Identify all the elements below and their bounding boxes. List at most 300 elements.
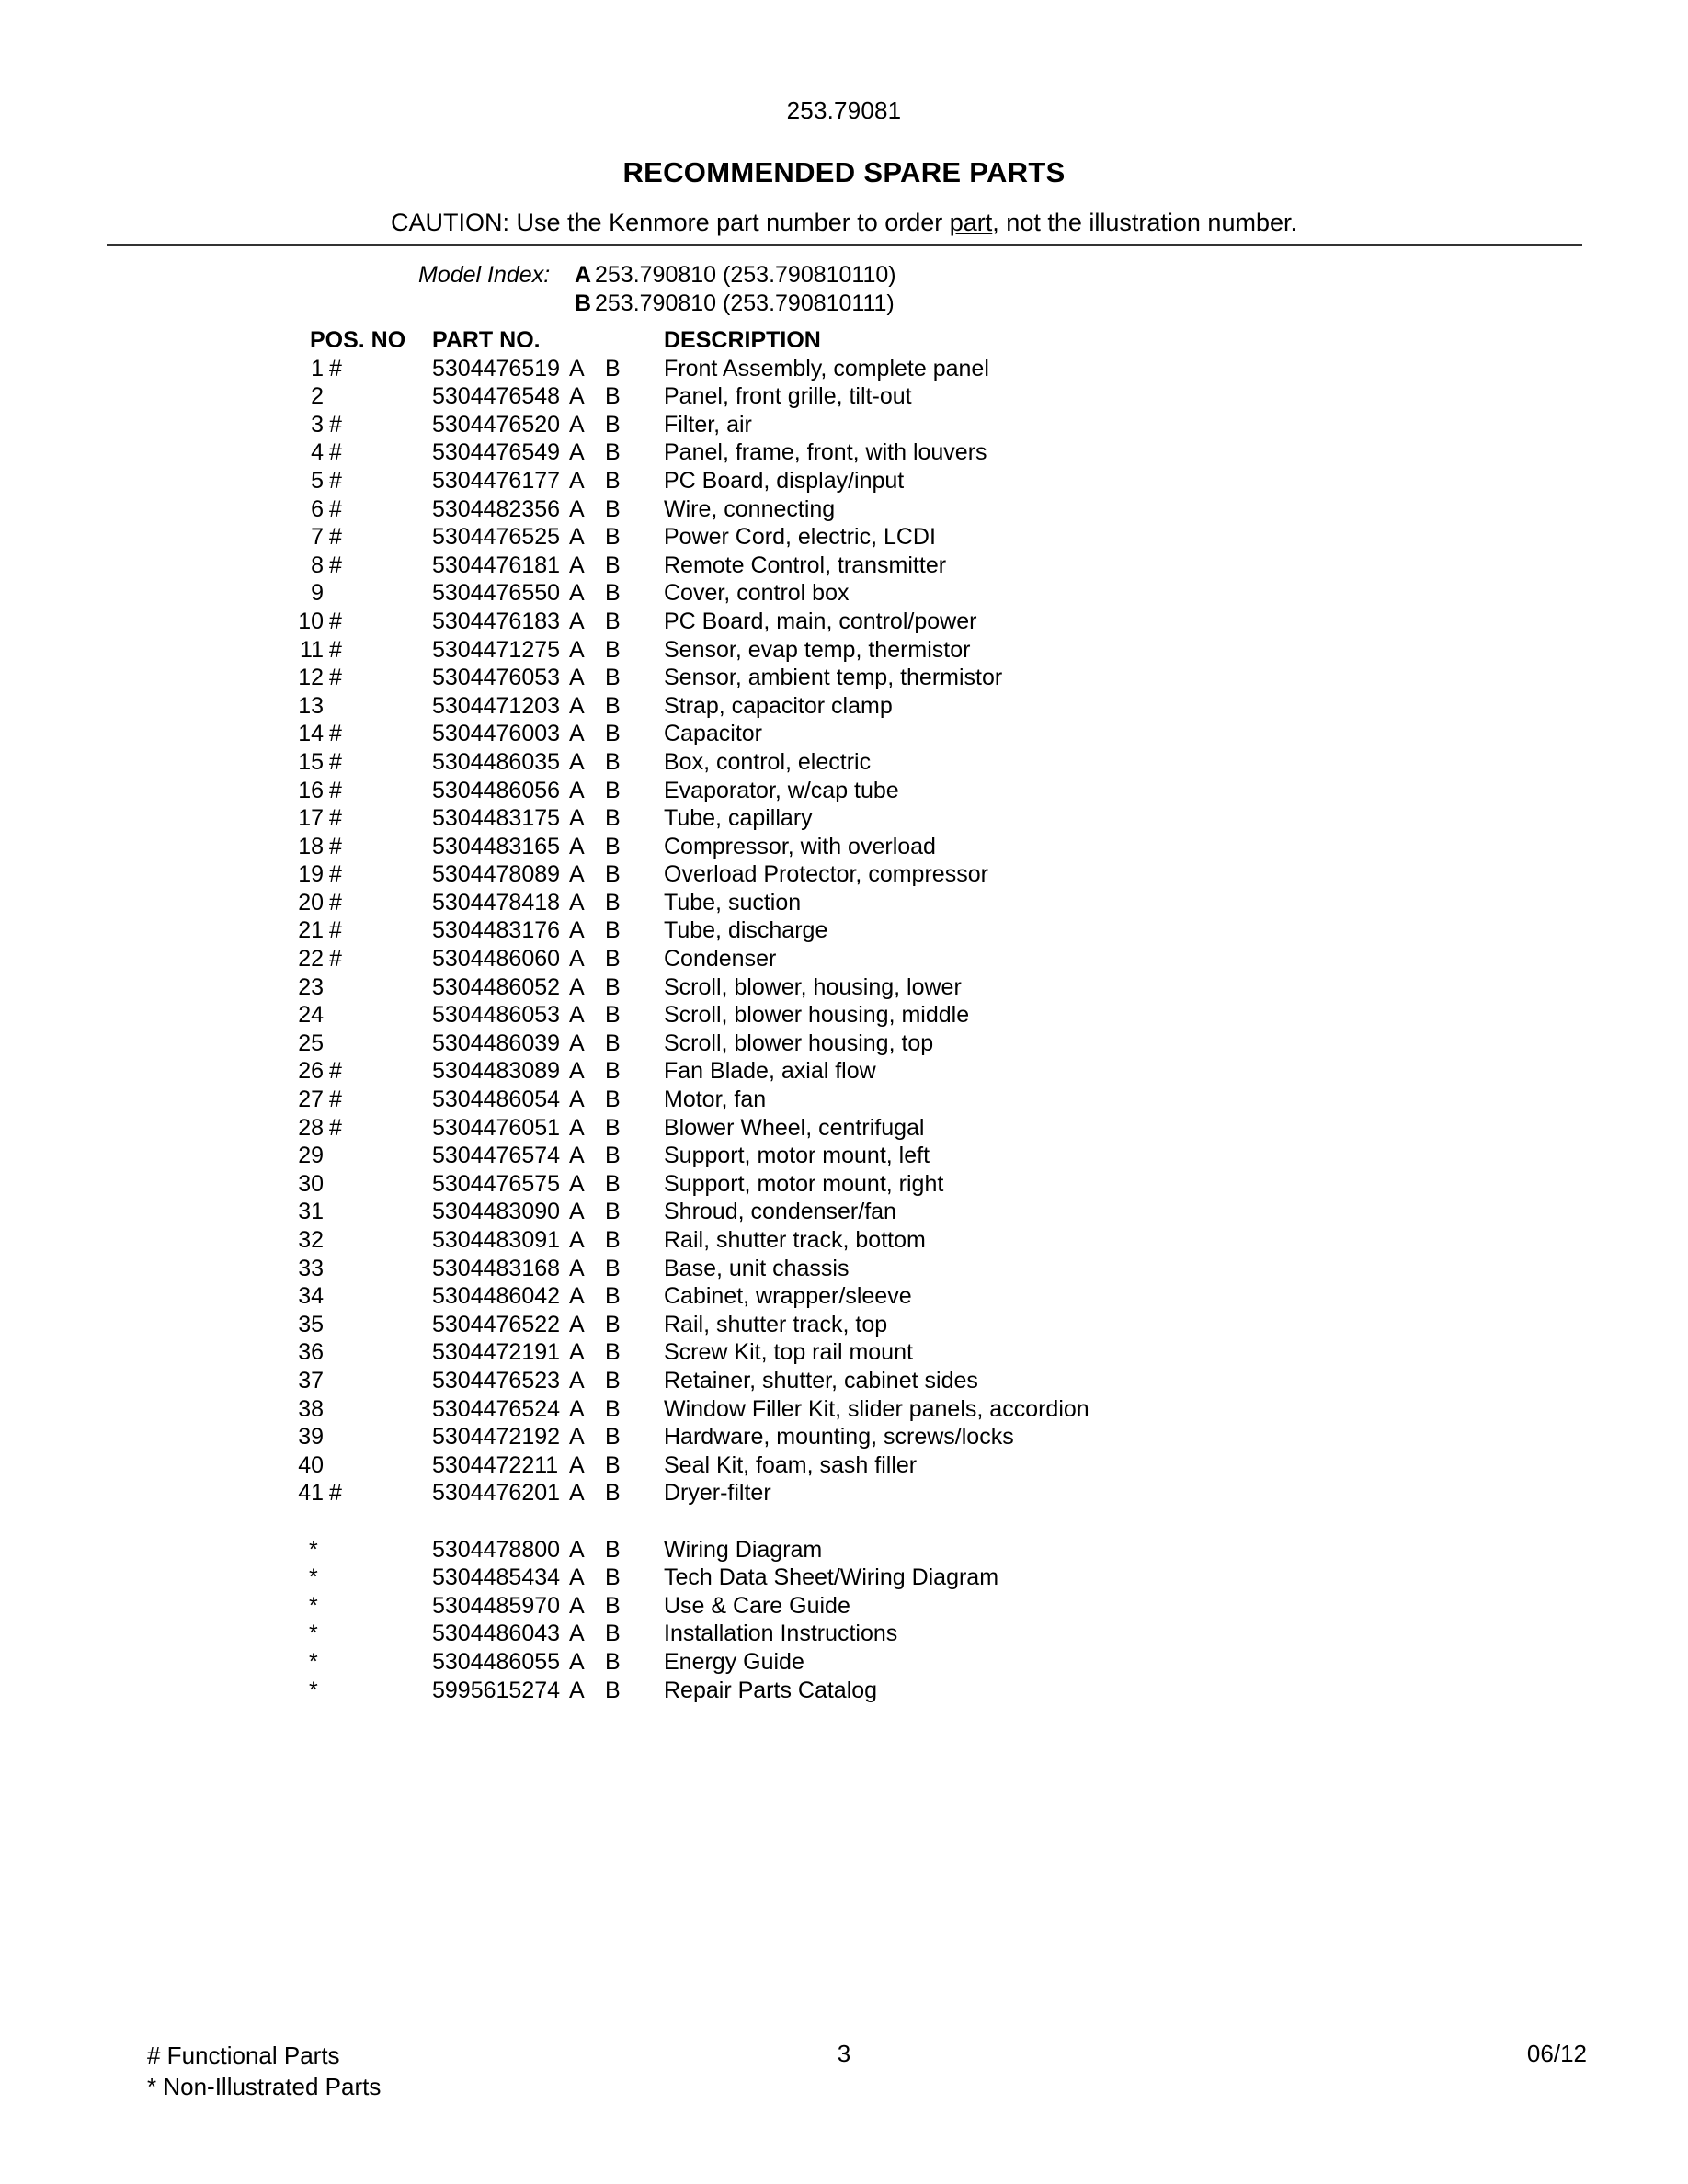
- table-row: [0, 1368, 1688, 1396]
- non-illustrated-rows-group: [0, 1537, 1688, 1706]
- cell-description: PC Board, main, control/power: [664, 608, 977, 634]
- cell-pos-no: 8: [311, 552, 324, 578]
- cell-model-b: B: [605, 1058, 621, 1085]
- cell-model-b: B: [605, 1114, 621, 1141]
- cell-model-b: B: [605, 1002, 621, 1029]
- cell-description: Support, motor mount, left: [664, 1143, 930, 1169]
- cell-part-no: 5304476519: [432, 355, 561, 381]
- model-index-letter-a: A: [575, 262, 592, 288]
- column-header-pos-no: POS. NO: [310, 327, 406, 353]
- cell-part-no: 5304483176: [432, 917, 561, 944]
- cell-functional-flag: #: [329, 1114, 342, 1141]
- cell-part-no: 5995615274: [432, 1677, 561, 1703]
- model-index-label: Model Index:: [418, 262, 551, 288]
- cell-description: Use & Care Guide: [664, 1592, 850, 1619]
- cell-non-illustrated-marker: *: [309, 1592, 318, 1619]
- cell-model-b: B: [605, 495, 621, 522]
- cell-model-a: A: [569, 692, 585, 719]
- cell-functional-flag: #: [329, 552, 342, 578]
- cell-description: Cover, control box: [664, 580, 850, 607]
- cell-non-illustrated-marker: *: [309, 1648, 318, 1675]
- cell-model-b: B: [605, 1451, 621, 1478]
- cell-model-b: B: [605, 1592, 621, 1619]
- cell-model-a: A: [569, 1424, 585, 1450]
- table-row: [0, 1452, 1688, 1481]
- cell-model-b: B: [605, 355, 621, 381]
- cell-part-no: 5304486055: [432, 1648, 561, 1675]
- cell-model-a: A: [569, 1592, 585, 1619]
- table-row: [0, 496, 1688, 525]
- table-row: [0, 1312, 1688, 1340]
- cell-pos-no: 19: [298, 861, 324, 888]
- cell-part-no: 5304476523: [432, 1367, 561, 1393]
- cell-pos-no: 23: [298, 973, 324, 1000]
- cell-model-b: B: [605, 889, 621, 916]
- legend-non-illustrated-parts: * Non-Illustrated Parts: [147, 2073, 382, 2100]
- table-section-gap: [0, 1508, 1688, 1537]
- cell-model-b: B: [605, 1367, 621, 1393]
- cell-functional-flag: #: [329, 467, 342, 494]
- cell-description: Scroll, blower, housing, lower: [664, 973, 962, 1000]
- cell-model-b: B: [605, 411, 621, 438]
- cell-model-a: A: [569, 946, 585, 973]
- model-index-value-a: 253.790810 (253.790810110): [595, 262, 896, 288]
- model-index-block: [418, 261, 896, 318]
- cell-model-a: A: [569, 383, 585, 410]
- cell-part-no: 5304476201: [432, 1480, 561, 1507]
- parts-rows-group: [0, 356, 1688, 1508]
- cell-pos-no: 29: [298, 1143, 324, 1169]
- table-row: [0, 946, 1688, 974]
- cell-part-no: 5304476548: [432, 383, 561, 410]
- cell-model-a: A: [569, 1339, 585, 1366]
- cell-model-a: A: [569, 1058, 585, 1085]
- cell-model-a: A: [569, 1199, 585, 1225]
- cell-part-no: 5304486043: [432, 1621, 561, 1647]
- cell-description: Rail, shutter track, bottom: [664, 1227, 926, 1253]
- cell-model-b: B: [605, 777, 621, 803]
- cell-description: Tech Data Sheet/Wiring Diagram: [664, 1564, 999, 1591]
- cell-model-b: B: [605, 1086, 621, 1113]
- cell-pos-no: 10: [298, 608, 324, 634]
- cell-part-no: 5304476003: [432, 721, 561, 747]
- cell-part-no: 5304478089: [432, 861, 561, 888]
- table-row: [0, 1396, 1688, 1425]
- cell-model-a: A: [569, 1311, 585, 1337]
- cell-description: Repair Parts Catalog: [664, 1677, 878, 1703]
- cell-pos-no: 17: [298, 805, 324, 832]
- cell-pos-no: 31: [298, 1199, 324, 1225]
- table-row: [0, 778, 1688, 806]
- table-row: [0, 1143, 1688, 1171]
- cell-description: Strap, capacitor clamp: [664, 692, 893, 719]
- table-row: [0, 1256, 1688, 1284]
- cell-model-b: B: [605, 748, 621, 775]
- table-row: [0, 1199, 1688, 1227]
- cell-model-a: A: [569, 1283, 585, 1310]
- header-divider: [107, 244, 1582, 246]
- cell-description: Tube, suction: [664, 889, 802, 916]
- cell-part-no: 5304483168: [432, 1255, 561, 1281]
- cell-model-b: B: [605, 1311, 621, 1337]
- table-row: [0, 412, 1688, 440]
- table-row: [0, 1339, 1688, 1368]
- cell-model-a: A: [569, 580, 585, 607]
- table-row: [0, 834, 1688, 862]
- cell-functional-flag: #: [329, 355, 342, 381]
- cell-model-b: B: [605, 552, 621, 578]
- table-row: [0, 721, 1688, 749]
- column-header-part-no: PART NO.: [432, 327, 541, 353]
- cell-description: Wire, connecting: [664, 495, 836, 522]
- page-title: RECOMMENDED SPARE PARTS: [622, 156, 1066, 188]
- cell-pos-no: 16: [298, 777, 324, 803]
- cell-model-b: B: [605, 1029, 621, 1056]
- cell-functional-flag: #: [329, 411, 342, 438]
- cell-model-a: A: [569, 439, 585, 466]
- cell-part-no: 5304472192: [432, 1424, 561, 1450]
- cell-pos-no: 39: [298, 1424, 324, 1450]
- cell-model-b: B: [605, 861, 621, 888]
- cell-part-no: 5304486035: [432, 748, 561, 775]
- cell-pos-no: 12: [298, 665, 324, 691]
- cell-functional-flag: #: [329, 946, 342, 973]
- cell-non-illustrated-marker: *: [309, 1564, 318, 1591]
- cell-model-a: A: [569, 1114, 585, 1141]
- table-row: [0, 1227, 1688, 1256]
- cell-functional-flag: #: [329, 524, 342, 551]
- caution-note: [0, 209, 1688, 237]
- cell-model-a: A: [569, 973, 585, 1000]
- cell-model-b: B: [605, 1536, 621, 1563]
- cell-description: Wiring Diagram: [664, 1536, 823, 1563]
- cell-functional-flag: #: [329, 1480, 342, 1507]
- table-row: [0, 1058, 1688, 1086]
- table-row: [0, 665, 1688, 693]
- cell-description: Remote Control, transmitter: [664, 552, 947, 578]
- cell-part-no: 5304486056: [432, 777, 561, 803]
- cell-pos-no: 26: [298, 1058, 324, 1085]
- cell-description: Box, control, electric: [664, 748, 872, 775]
- cell-description: Motor, fan: [664, 1086, 767, 1113]
- cell-model-b: B: [605, 1395, 621, 1422]
- cell-part-no: 5304486053: [432, 1002, 561, 1029]
- cell-part-no: 5304485970: [432, 1592, 561, 1619]
- cell-description: Tube, discharge: [664, 917, 828, 944]
- cell-model-b: B: [605, 1339, 621, 1366]
- cell-functional-flag: #: [329, 439, 342, 466]
- cell-description: Support, motor mount, right: [664, 1170, 944, 1197]
- cell-description: Dryer-filter: [664, 1480, 771, 1507]
- cell-pos-no: 13: [298, 692, 324, 719]
- cell-model-b: B: [605, 1255, 621, 1281]
- cell-part-no: 5304483090: [432, 1199, 561, 1225]
- cell-model-a: A: [569, 748, 585, 775]
- cell-model-b: B: [605, 946, 621, 973]
- cell-pos-no: 9: [311, 580, 324, 607]
- cell-model-a: A: [569, 721, 585, 747]
- cell-pos-no: 22: [298, 946, 324, 973]
- cell-pos-no: 28: [298, 1114, 324, 1141]
- cell-model-b: B: [605, 1564, 621, 1591]
- cell-pos-no: 3: [311, 411, 324, 438]
- model-index-letter-b: B: [575, 290, 592, 316]
- cell-model-b: B: [605, 383, 621, 410]
- table-row: [0, 468, 1688, 496]
- cell-model-a: A: [569, 1451, 585, 1478]
- cell-description: Installation Instructions: [664, 1621, 898, 1647]
- model-index-row-b: [418, 290, 896, 318]
- cell-model-a: A: [569, 1536, 585, 1563]
- cell-description: Capacitor: [664, 721, 762, 747]
- cell-model-a: A: [569, 355, 585, 381]
- cell-functional-flag: #: [329, 917, 342, 944]
- cell-model-a: A: [569, 467, 585, 494]
- cell-pos-no: 24: [298, 1002, 324, 1029]
- cell-pos-no: 21: [298, 917, 324, 944]
- cell-functional-flag: #: [329, 1086, 342, 1113]
- cell-model-b: B: [605, 973, 621, 1000]
- cell-model-b: B: [605, 467, 621, 494]
- cell-model-b: B: [605, 580, 621, 607]
- cell-functional-flag: #: [329, 608, 342, 634]
- cell-model-b: B: [605, 608, 621, 634]
- cell-description: Seal Kit, foam, sash filler: [664, 1451, 918, 1478]
- cell-functional-flag: #: [329, 1058, 342, 1085]
- cell-part-no: 5304482356: [432, 495, 561, 522]
- cell-model-b: B: [605, 524, 621, 551]
- cell-part-no: 5304476550: [432, 580, 561, 607]
- cell-model-b: B: [605, 692, 621, 719]
- cell-description: Evaporator, w/cap tube: [664, 777, 899, 803]
- cell-description: Shroud, condenser/fan: [664, 1199, 896, 1225]
- table-row: [0, 1593, 1688, 1621]
- cell-model-a: A: [569, 524, 585, 551]
- cell-part-no: 5304476177: [432, 467, 561, 494]
- cell-part-no: 5304476181: [432, 552, 561, 578]
- cell-part-no: 5304483165: [432, 833, 561, 859]
- table-row: [0, 1283, 1688, 1312]
- cell-description: Cabinet, wrapper/sleeve: [664, 1283, 912, 1310]
- cell-model-a: A: [569, 608, 585, 634]
- cell-description: Overload Protector, compressor: [664, 861, 988, 888]
- cell-description: Sensor, evap temp, thermistor: [664, 636, 971, 663]
- cell-part-no: 5304471275: [432, 636, 561, 663]
- cell-pos-no: 11: [300, 636, 324, 663]
- cell-part-no: 5304476053: [432, 665, 561, 691]
- cell-model-a: A: [569, 1564, 585, 1591]
- cell-model-a: A: [569, 1395, 585, 1422]
- cell-functional-flag: #: [329, 805, 342, 832]
- cell-model-a: A: [569, 1227, 585, 1253]
- cell-model-a: A: [569, 861, 585, 888]
- cell-model-b: B: [605, 1677, 621, 1703]
- table-row: [0, 1030, 1688, 1059]
- cell-model-b: B: [605, 917, 621, 944]
- table-row: [0, 439, 1688, 468]
- cell-model-b: B: [605, 1143, 621, 1169]
- cell-description: Panel, front grille, tilt-out: [664, 383, 912, 410]
- cell-pos-no: 15: [298, 748, 324, 775]
- cell-functional-flag: #: [329, 861, 342, 888]
- cell-description: Energy Guide: [664, 1648, 804, 1675]
- table-row: [0, 1678, 1688, 1706]
- table-row: [0, 609, 1688, 637]
- page-number: 3: [837, 2040, 851, 2067]
- cell-description: Blower Wheel, centrifugal: [664, 1114, 925, 1141]
- cell-part-no: 5304476549: [432, 439, 561, 466]
- cell-part-no: 5304476183: [432, 608, 561, 634]
- cell-description: Power Cord, electric, LCDI: [664, 524, 936, 551]
- model-number: 253.79081: [786, 97, 902, 124]
- table-row: [0, 1649, 1688, 1678]
- cell-model-a: A: [569, 1255, 585, 1281]
- table-row: [0, 637, 1688, 665]
- cell-functional-flag: #: [329, 833, 342, 859]
- table-row: [0, 1115, 1688, 1143]
- cell-pos-no: 27: [298, 1086, 324, 1113]
- caution-text-suffix: , not the illustration number.: [992, 209, 1297, 236]
- table-row: [0, 1086, 1688, 1115]
- cell-non-illustrated-marker: *: [309, 1621, 318, 1647]
- cell-part-no: 5304486060: [432, 946, 561, 973]
- cell-non-illustrated-marker: *: [309, 1536, 318, 1563]
- cell-pos-no: 1: [311, 355, 324, 381]
- cell-model-a: A: [569, 1086, 585, 1113]
- cell-part-no: 5304486054: [432, 1086, 561, 1113]
- cell-model-a: A: [569, 1648, 585, 1675]
- cell-functional-flag: #: [329, 748, 342, 775]
- cell-description: Tube, capillary: [664, 805, 813, 832]
- cell-part-no: 5304471203: [432, 692, 561, 719]
- table-row: [0, 524, 1688, 552]
- cell-description: Window Filler Kit, slider panels, accordion: [664, 1395, 1089, 1422]
- cell-model-a: A: [569, 1143, 585, 1169]
- cell-pos-no: 40: [298, 1451, 324, 1478]
- column-header-description: DESCRIPTION: [664, 327, 821, 353]
- table-row: [0, 693, 1688, 722]
- cell-part-no: 5304472191: [432, 1339, 561, 1366]
- cell-model-a: A: [569, 1170, 585, 1197]
- cell-description: Retainer, shutter, cabinet sides: [664, 1367, 978, 1393]
- caution-underlined-word: part: [949, 209, 993, 236]
- cell-pos-no: 37: [298, 1367, 324, 1393]
- table-row: [0, 580, 1688, 609]
- cell-part-no: 5304486052: [432, 973, 561, 1000]
- cell-model-a: A: [569, 552, 585, 578]
- cell-pos-no: 34: [298, 1283, 324, 1310]
- cell-pos-no: 36: [298, 1339, 324, 1366]
- parts-table: [0, 327, 1688, 1705]
- cell-pos-no: 41: [298, 1480, 324, 1507]
- cell-model-b: B: [605, 1227, 621, 1253]
- cell-pos-no: 18: [298, 833, 324, 859]
- table-row: [0, 1621, 1688, 1649]
- cell-part-no: 5304483091: [432, 1227, 561, 1253]
- cell-part-no: 5304476520: [432, 411, 561, 438]
- table-row: [0, 552, 1688, 581]
- model-index-value-b: 253.790810 (253.790810111): [595, 290, 895, 316]
- cell-part-no: 5304476574: [432, 1143, 561, 1169]
- cell-pos-no: 33: [298, 1255, 324, 1281]
- cell-model-a: A: [569, 889, 585, 916]
- table-row: [0, 1564, 1688, 1593]
- cell-pos-no: 20: [298, 889, 324, 916]
- model-index-row-a: [418, 261, 896, 290]
- cell-model-b: B: [605, 1424, 621, 1450]
- cell-description: Filter, air: [664, 411, 752, 438]
- cell-model-a: A: [569, 833, 585, 859]
- cell-pos-no: 14: [298, 721, 324, 747]
- table-row: [0, 749, 1688, 778]
- table-row: [0, 890, 1688, 918]
- table-row: [0, 1480, 1688, 1508]
- cell-part-no: 5304476575: [432, 1170, 561, 1197]
- cell-functional-flag: #: [329, 889, 342, 916]
- cell-model-a: A: [569, 636, 585, 663]
- legend-functional-parts: # Functional Parts: [147, 2042, 340, 2069]
- cell-description: Condenser: [664, 946, 777, 973]
- cell-model-a: A: [569, 1480, 585, 1507]
- cell-description: Sensor, ambient temp, thermistor: [664, 665, 1003, 691]
- cell-description: Hardware, mounting, screws/locks: [664, 1424, 1014, 1450]
- cell-pos-no: 25: [298, 1029, 324, 1056]
- cell-pos-no: 4: [311, 439, 324, 466]
- cell-description: Scroll, blower housing, top: [664, 1029, 934, 1056]
- cell-model-b: B: [605, 636, 621, 663]
- cell-model-b: B: [605, 1283, 621, 1310]
- table-row: [0, 383, 1688, 412]
- cell-pos-no: 35: [298, 1311, 324, 1337]
- table-row: [0, 805, 1688, 834]
- cell-model-b: B: [605, 833, 621, 859]
- cell-model-a: A: [569, 495, 585, 522]
- cell-model-a: A: [569, 777, 585, 803]
- cell-description: Rail, shutter track, top: [664, 1311, 888, 1337]
- cell-functional-flag: #: [329, 721, 342, 747]
- table-row: [0, 1171, 1688, 1200]
- cell-model-a: A: [569, 1029, 585, 1056]
- cell-model-b: B: [605, 1621, 621, 1647]
- cell-description: Compressor, with overload: [664, 833, 936, 859]
- cell-part-no: 5304486042: [432, 1283, 561, 1310]
- cell-pos-no: 2: [311, 383, 324, 410]
- cell-part-no: 5304483089: [432, 1058, 561, 1085]
- cell-part-no: 5304483175: [432, 805, 561, 832]
- cell-functional-flag: #: [329, 665, 342, 691]
- cell-part-no: 5304476522: [432, 1311, 561, 1337]
- cell-part-no: 5304478800: [432, 1536, 561, 1563]
- cell-model-a: A: [569, 411, 585, 438]
- cell-model-b: B: [605, 439, 621, 466]
- table-header-row: [0, 327, 1688, 356]
- cell-part-no: 5304485434: [432, 1564, 561, 1591]
- table-row: [0, 1424, 1688, 1452]
- cell-model-b: B: [605, 721, 621, 747]
- table-row: [0, 1002, 1688, 1030]
- cell-part-no: 5304476525: [432, 524, 561, 551]
- cell-pos-no: 30: [298, 1170, 324, 1197]
- cell-model-a: A: [569, 1621, 585, 1647]
- cell-non-illustrated-marker: *: [309, 1677, 318, 1703]
- cell-model-a: A: [569, 1367, 585, 1393]
- cell-functional-flag: #: [329, 636, 342, 663]
- cell-pos-no: 32: [298, 1227, 324, 1253]
- cell-model-b: B: [605, 805, 621, 832]
- cell-model-a: A: [569, 665, 585, 691]
- cell-description: Fan Blade, axial flow: [664, 1058, 876, 1085]
- cell-model-b: B: [605, 1199, 621, 1225]
